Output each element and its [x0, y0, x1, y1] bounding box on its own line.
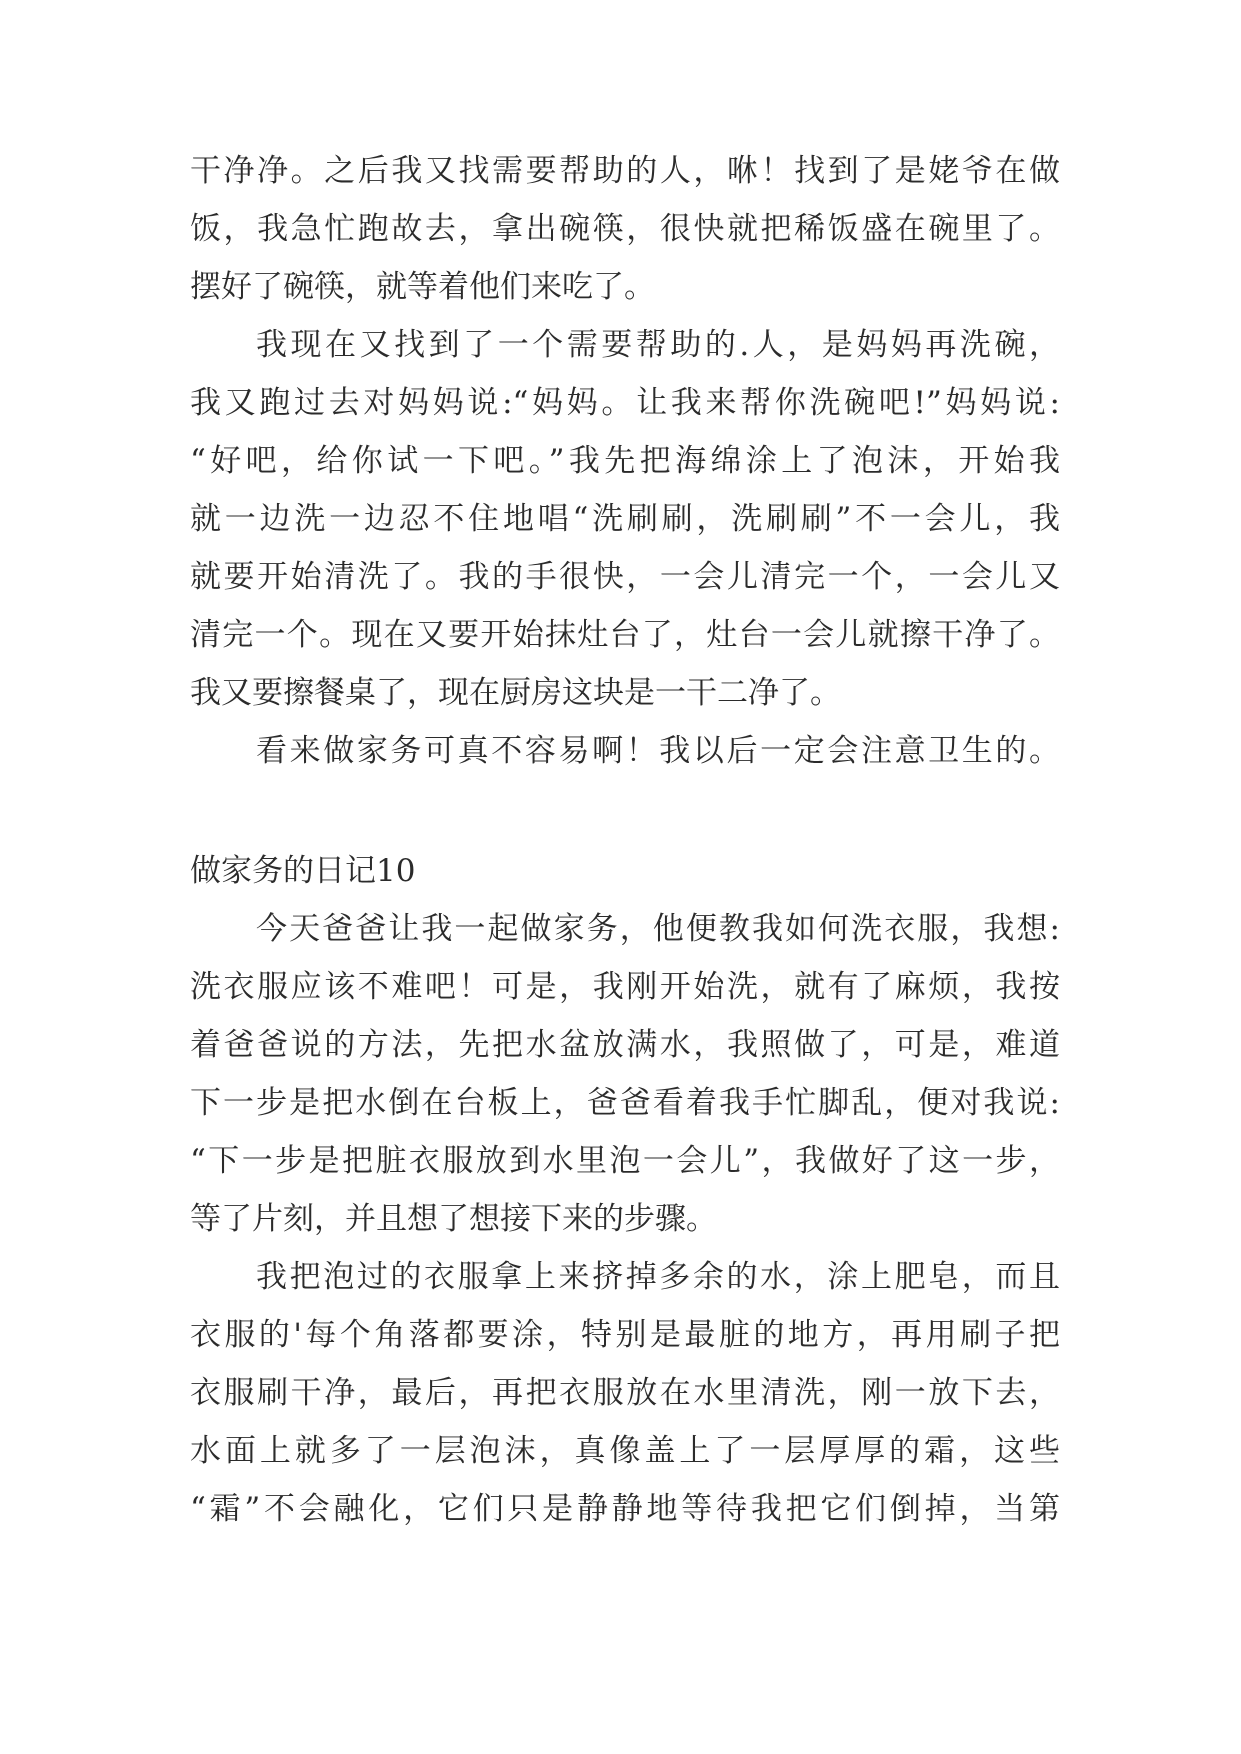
text-line: “好吧，给你试一下吧。”我先把海绵涂上了泡沫，开始我 [190, 443, 1060, 479]
text-line: 今天爸爸让我一起做家务，他便教我如何洗衣服，我想: [256, 911, 1060, 947]
text-line: 清完一个。现在又要开始抹灶台了，灶台一会儿就擦干净了。 [190, 617, 1060, 653]
text-line: 衣服的'每个角落都要涂，特别是最脏的地方，再用刷子把 [190, 1317, 1060, 1353]
text-line: 我又要擦餐桌了，现在厨房这块是一干二净了。 [190, 675, 841, 711]
text-line: 干净净。之后我又找需要帮助的人，咻！找到了是姥爷在做 [190, 153, 1060, 189]
text-line: 看来做家务可真不容易啊！我以后一定会注意卫生的。 [256, 733, 1060, 769]
text-line: 我又跑过去对妈妈说:“妈妈。让我来帮你洗碗吧!”妈妈说: [190, 385, 1060, 421]
text-line: 我现在又找到了一个需要帮助的.人，是妈妈再洗碗， [256, 327, 1060, 363]
section-title: 做家务的日记10 [190, 853, 416, 889]
text-line: 我把泡过的衣服拿上来挤掉多余的水，涂上肥皂，而且 [256, 1259, 1060, 1295]
text-line: 就一边洗一边忍不住地唱“洗刷刷，洗刷刷”不一会儿，我 [190, 501, 1060, 537]
text-line: 下一步是把水倒在台板上，爸爸看着我手忙脚乱，便对我说: [190, 1085, 1060, 1121]
text-line: 衣服刷干净，最后，再把衣服放在水里清洗，刚一放下去， [190, 1375, 1060, 1411]
text-line: 饭，我急忙跑故去，拿出碗筷，很快就把稀饭盛在碗里了。 [190, 211, 1060, 247]
text-line: “霜”不会融化，它们只是静静地等待我把它们倒掉，当第 [190, 1491, 1060, 1527]
text-line: 水面上就多了一层泡沫，真像盖上了一层厚厚的霜，这些 [190, 1433, 1060, 1469]
text-line: 等了片刻，并且想了想接下来的步骤。 [190, 1201, 717, 1237]
text-line: 着爸爸说的方法，先把水盆放满水，我照做了，可是，难道 [190, 1027, 1060, 1063]
text-line: 洗衣服应该不难吧！可是，我刚开始洗，就有了麻烦，我按 [190, 969, 1060, 1005]
text-line: 摆好了碗筷，就等着他们来吃了。 [190, 269, 655, 305]
text-line: “下一步是把脏衣服放到水里泡一会儿”，我做好了这一步， [190, 1143, 1060, 1179]
text-line: 就要开始清洗了。我的手很快，一会儿清完一个，一会儿又 [190, 559, 1060, 595]
